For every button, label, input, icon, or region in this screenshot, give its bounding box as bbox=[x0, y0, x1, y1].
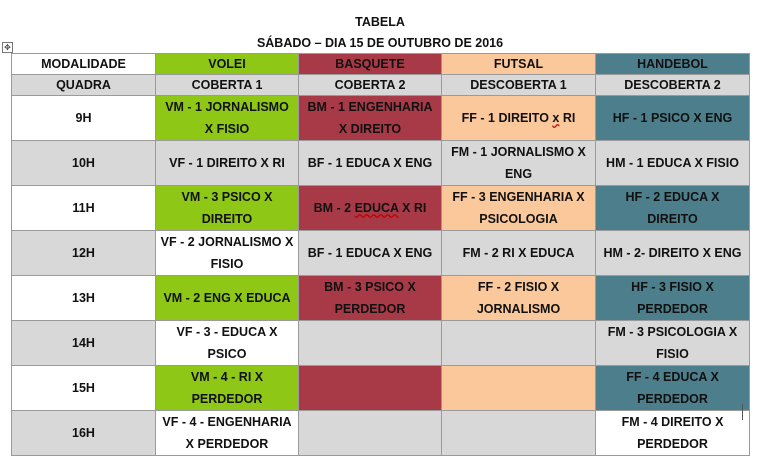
futsal-cell: FM - 2 RI X EDUCA bbox=[442, 231, 596, 276]
handebol-cell: FF - 4 EDUCA X PERDEDOR bbox=[596, 366, 750, 411]
volei-cell: VF - 1 DIREITO X RI bbox=[156, 141, 299, 186]
time-cell: 11H bbox=[12, 186, 156, 231]
header-cell-volei: VOLEI bbox=[156, 54, 299, 75]
handebol-cell: FM - 4 DIREITO X PERDEDOR bbox=[596, 411, 750, 456]
futsal-cell bbox=[442, 411, 596, 456]
table-row bbox=[12, 231, 750, 276]
handebol-cell: HF - 1 PSICO X ENG bbox=[596, 96, 750, 141]
handebol-cell: HM - 1 EDUCA X FISIO bbox=[596, 141, 750, 186]
basquete-cell bbox=[299, 411, 442, 456]
table-move-handle-icon[interactable]: ✥ bbox=[2, 42, 13, 53]
handebol-cell: FM - 3 PSICOLOGIA X FISIO bbox=[596, 321, 750, 366]
header-cell: DESCOBERTA 2 bbox=[596, 75, 750, 96]
handebol-cell: HM - 2- DIREITO X ENG bbox=[596, 231, 750, 276]
volei-cell: VF - 4 - ENGENHARIA X PERDEDOR bbox=[156, 411, 299, 456]
schedule-table bbox=[11, 53, 750, 456]
time-cell: 10H bbox=[12, 141, 156, 186]
header-cell: MODALIDADE bbox=[12, 54, 156, 75]
doc-subtitle: SÁBADO – DIA 15 DE OUTUBRO DE 2016 bbox=[256, 36, 504, 50]
basquete-cell: BM - 2 EDUCA X RI bbox=[299, 186, 442, 231]
table-row bbox=[12, 186, 750, 231]
header-cell-handebol: HANDEBOL bbox=[596, 54, 750, 75]
basquete-cell: BM - 3 PSICO X PERDEDOR bbox=[299, 276, 442, 321]
table-row bbox=[12, 411, 750, 456]
spellcheck-mark: EDUCA bbox=[354, 201, 399, 215]
header-cell-basquete: BASQUETE bbox=[299, 54, 442, 75]
doc-title: TABELA bbox=[355, 15, 405, 29]
header-cell: COBERTA 1 bbox=[156, 75, 299, 96]
header-cell: COBERTA 2 bbox=[299, 75, 442, 96]
time-cell: 13H bbox=[12, 276, 156, 321]
volei-cell: VM - 1 JORNALISMO X FISIO bbox=[156, 96, 299, 141]
futsal-cell: FM - 1 JORNALISMO X ENG bbox=[442, 141, 596, 186]
header-cell: DESCOBERTA 1 bbox=[442, 75, 596, 96]
futsal-cell bbox=[442, 321, 596, 366]
volei-cell: VM - 4 - RI X PERDEDOR bbox=[156, 366, 299, 411]
time-cell: 16H bbox=[12, 411, 156, 456]
handebol-cell: HF - 2 EDUCA X DIREITO bbox=[596, 186, 750, 231]
time-cell: 9H bbox=[12, 96, 156, 141]
table-row bbox=[12, 141, 750, 186]
table-row bbox=[12, 96, 750, 141]
futsal-cell: FF - 1 DIREITO x RI bbox=[442, 96, 596, 141]
basquete-cell bbox=[299, 366, 442, 411]
header-row-modalidade bbox=[12, 54, 750, 75]
volei-cell: VM - 2 ENG X EDUCA bbox=[156, 276, 299, 321]
basquete-cell bbox=[299, 321, 442, 366]
table-row bbox=[12, 366, 750, 411]
document-titles bbox=[0, 12, 760, 54]
futsal-cell bbox=[442, 366, 596, 411]
volei-cell: VF - 2 JORNALISMO X FISIO bbox=[156, 231, 299, 276]
end-of-row-mark bbox=[742, 404, 743, 420]
volei-cell: VF - 3 - EDUCA X PSICO bbox=[156, 321, 299, 366]
spellcheck-mark: x bbox=[552, 111, 560, 125]
volei-cell: VM - 3 PSICO X DIREITO bbox=[156, 186, 299, 231]
table-row bbox=[12, 276, 750, 321]
futsal-cell: FF - 3 ENGENHARIA X PSICOLOGIA bbox=[442, 186, 596, 231]
time-cell: 15H bbox=[12, 366, 156, 411]
basquete-cell: BM - 1 ENGENHARIA X DIREITO bbox=[299, 96, 442, 141]
handebol-cell: HF - 3 FISIO X PERDEDOR bbox=[596, 276, 750, 321]
time-cell: 14H bbox=[12, 321, 156, 366]
basquete-cell: BF - 1 EDUCA X ENG bbox=[299, 141, 442, 186]
table-row bbox=[12, 321, 750, 366]
basquete-cell: BF - 1 EDUCA X ENG bbox=[299, 231, 442, 276]
header-row-quadra bbox=[12, 75, 750, 96]
header-cell-futsal: FUTSAL bbox=[442, 54, 596, 75]
header-cell: QUADRA bbox=[12, 75, 156, 96]
futsal-cell: FF - 2 FISIO X JORNALISMO bbox=[442, 276, 596, 321]
time-cell: 12H bbox=[12, 231, 156, 276]
